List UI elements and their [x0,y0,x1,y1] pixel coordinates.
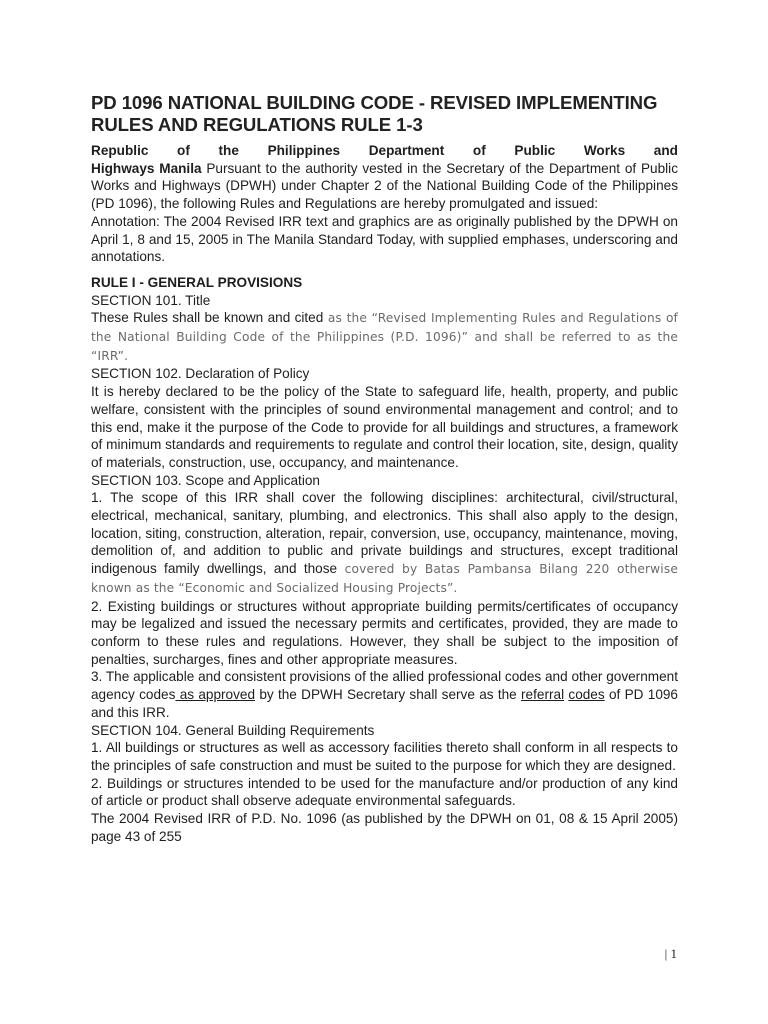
document-title: PD 1096 NATIONAL BUILDING CODE - REVISED IMPLEMENTING RULES AND REGULATIONS RULE 1-3 [91,92,658,135]
section-102-text: It is hereby declared to be the policy of the State to safeguard life, health, property, and public welfare, consistent with the principles of sound environmental management and control; and to this end, make it the purpose of the Code to provide for all buildings and structures, a framework of minimum standards and requirements to regulate and control their location, site, design, quality of materials, construction, use, occupancy, and maintenance. [91,384,678,470]
section-103-item-1-a: 1. The scope of this IRR shall cover the following disciplines: architectural, civil/structural, electrical, mechanical, sanitary, plumbing, and electronics. This shall also apply to the design, location, siting, construction, alteration, repair, conversion, use, occupancy, maintenance, moving, demolition of, and addition to public and private buildings and structures, except traditional indigenous family dwellings, and those [91,490,678,577]
intro-highways-bold: Highways Manila [91,160,202,176]
section-101-text-a: These Rules shall be known and cited [91,310,324,326]
section-101-text-b: as the “Revised Implementing Rules and Regulations of the National Building Code of the Philippines (P.D. 1096)” and shall be referred to as the “IRR”. [91,311,678,363]
word-of-2: of [472,143,486,158]
section-103-item-1-b: covered by Batas Pambansa Bilang 220 otherwise known as the “Economic and Socialized Housing Projects”. [91,562,678,595]
document-page [91,92,678,845]
word-philippines: Philippines [267,143,341,158]
section-103-item-3 [91,668,678,721]
section-101-title: SECTION 101. Title [91,292,211,308]
section-104-item-1: 1. All buildings or structures as well as accessory facilities thereto shall conform in all respects to the principles of safe construction and must be suited to the purpose for which they are designed. [91,740,678,773]
s103-p3-codes: codes [568,687,605,703]
s103-p3-b: by the DPWH Secretary shall serve as the [255,687,522,703]
section-103-title: SECTION 103. Scope and Application [91,472,320,488]
section-103-item-1 [91,489,678,597]
section-101-text [91,309,678,365]
section-103-item-2: 2. Existing buildings or structures without appropriate building permits/certificates of occupancy may be legalized and issued the necessary permits and certificates, provided, they are made to conform to these rules and regulations. However, they shall be subject to the imposition of penalties, surcharges, fines and other appropriate measures. [91,598,678,667]
word-the: the [218,143,239,158]
word-of: of [177,143,190,158]
section-104-item-2: 2. Buildings or structures intended to be used for the manufacture and/or production of any kind of article or product shall observe adequate environmental safeguards. [91,775,678,809]
rule-1-heading: RULE I - GENERAL PROVISIONS [91,274,303,290]
s103-p3-as-approved: as approved [175,687,256,703]
section-102-title: SECTION 102. Declaration of Policy [91,366,310,382]
word-department: Department [368,143,445,158]
s103-p3-referral: referral [521,687,565,703]
s103-p3-d: of PD 1096 and this IRR. [91,687,678,720]
word-works: Works [583,143,626,158]
intro-paragraph [91,160,678,213]
page-number: | 1 [664,946,677,961]
word-and: and [653,143,678,158]
section-104-title: SECTION 104. General Building Requirements [91,722,375,738]
intro-first-line [91,142,678,160]
s103-p3-a: 3. The applicable and consistent provisions of the allied professional codes and other government agency codes [91,669,678,703]
intro-highways-text: Pursuant to the authority vested in the Secretary of the Department of Public Works and Highways (DPWH) under Chapter 2 of the National Building Code of the Philippines (PD 1096), the following Rules and Regulations are hereby promulgated and issued: [91,160,678,212]
footer-note: The 2004 Revised IRR of P.D. No. 1096 (as published by the DPWH on 01, 08 & 15 April 2005) page 43 of 255 [91,811,678,844]
annotation-paragraph: Annotation: The 2004 Revised IRR text and graphics are as originally published by the DPWH on April 1, 8 and 15, 2005 in The Manila Standard Today, with supplied emphases, underscoring and annotations. [91,213,678,265]
word-public: Public [514,143,556,158]
word-republic: Republic [91,143,149,158]
